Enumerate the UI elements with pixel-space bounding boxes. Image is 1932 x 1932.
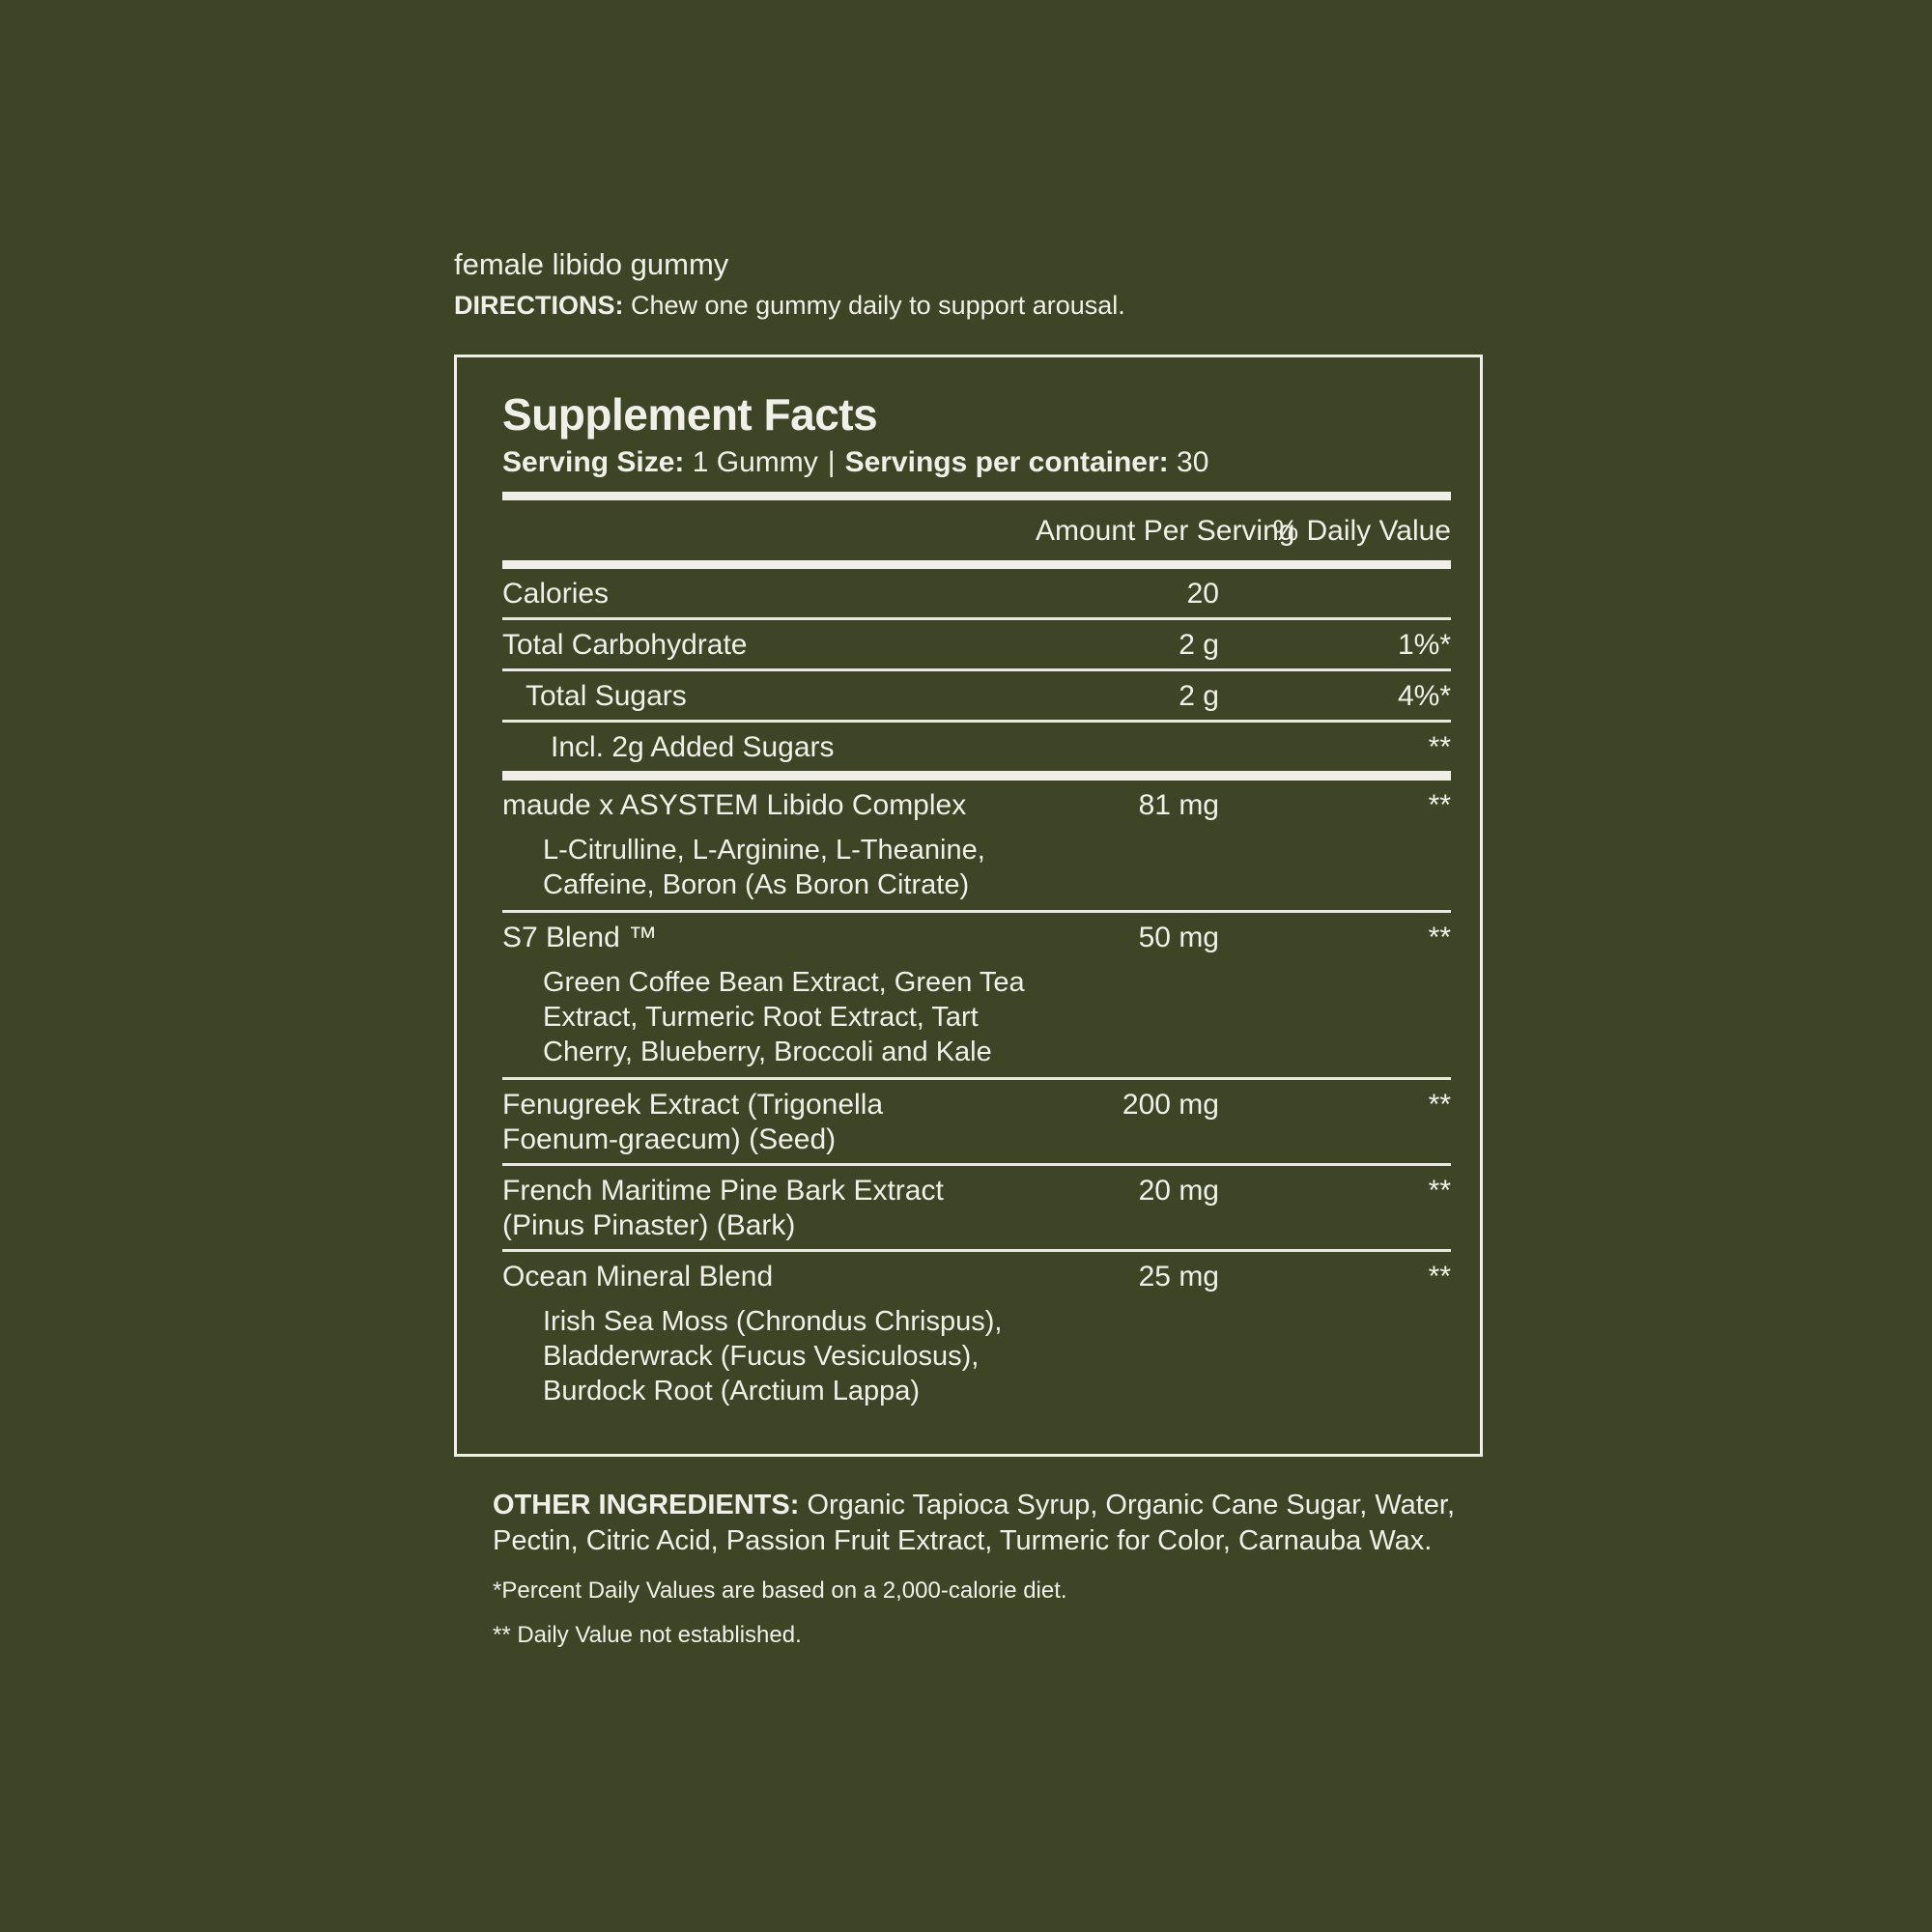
row-daily-value: **	[1428, 731, 1451, 763]
row-name: Incl. 2g Added Sugars	[551, 731, 835, 763]
header-bar-bottom	[502, 560, 1451, 569]
table-row	[502, 671, 1451, 720]
directions-text: Chew one gummy daily to support arousal.	[623, 291, 1125, 320]
row-name: S7 Blend ™	[502, 922, 658, 953]
nutrition-rows	[502, 569, 1451, 1416]
row-daily-value: **	[1428, 1175, 1451, 1207]
other-ingredients-text: Organic Tapioca Syrup, Organic Cane Sugar, Water, Pectin, Citric Acid, Passion Fruit Extract, Turmeric for Color, Carnauba Wax.	[493, 1490, 1456, 1556]
row-daily-value: **	[1428, 922, 1451, 953]
row-daily-value: 1%*	[1397, 629, 1451, 661]
product-title: female libido gummy	[454, 247, 729, 281]
row-daily-value: **	[1428, 1089, 1451, 1121]
supplement-facts-panel	[454, 355, 1483, 1457]
row-amount: 200 mg	[1122, 1089, 1219, 1121]
table-row	[502, 913, 1451, 1077]
table-row	[502, 723, 1451, 771]
row-amount: 20	[1186, 578, 1219, 610]
row-sub-ingredients: Irish Sea Moss (Chrondus Chrispus), Bladderwrack (Fucus Vesiculosus), Burdock Root (Arctium Lappa)	[543, 1306, 1003, 1406]
row-name: maude x ASYSTEM Libido Complex	[502, 789, 967, 821]
panel-title: Supplement Facts	[502, 389, 878, 440]
row-name: Calories	[502, 578, 610, 610]
row-name: Total Sugars	[526, 680, 687, 712]
column-header-row	[502, 514, 1451, 549]
row-sub-ingredients: Green Coffee Bean Extract, Green Tea Extract, Turmeric Root Extract, Tart Cherry, Blueberry, Broccoli and Kale	[543, 967, 1025, 1067]
other-ingredients-label: OTHER INGREDIENTS:	[493, 1490, 800, 1520]
row-amount: 25 mg	[1138, 1261, 1219, 1293]
column-header-daily-value: % Daily Value	[1272, 515, 1451, 547]
directions-line	[454, 290, 1125, 322]
table-row	[502, 781, 1451, 910]
row-daily-value: **	[1428, 789, 1451, 821]
table-row	[502, 1166, 1451, 1249]
table-row	[502, 569, 1451, 617]
servings-per-container-label: Servings per container:	[844, 446, 1169, 478]
row-daily-value: **	[1428, 1261, 1451, 1293]
row-amount: 81 mg	[1138, 789, 1219, 821]
row-name: Total Carbohydrate	[502, 629, 748, 661]
directions-label: DIRECTIONS:	[454, 291, 624, 320]
row-name: French Maritime Pine Bark Extract (Pinus Pinaster) (Bark)	[502, 1175, 944, 1241]
column-header-amount: Amount Per Serving	[1036, 515, 1295, 547]
serving-size-value: 1 Gummy	[684, 446, 818, 478]
row-name: Ocean Mineral Blend	[502, 1261, 774, 1293]
table-row	[502, 1080, 1451, 1163]
row-amount: 2 g	[1179, 680, 1219, 712]
row-daily-value: 4%*	[1397, 680, 1451, 712]
footnote-not-established: ** Daily Value not established.	[493, 1622, 802, 1648]
row-amount: 20 mg	[1138, 1175, 1219, 1207]
footnote-daily-values: *Percent Daily Values are based on a 2,000-calorie diet.	[493, 1577, 1067, 1604]
servings-per-container-value: 30	[1168, 446, 1209, 478]
serving-separator: |	[827, 446, 836, 478]
serving-size-label: Serving Size:	[502, 446, 685, 478]
other-ingredients-paragraph	[493, 1488, 1468, 1559]
header-bar-top	[502, 492, 1451, 500]
row-name: Fenugreek Extract (Trigonella Foenum-graecum) (Seed)	[502, 1089, 884, 1155]
row-sub-ingredients: L-Citrulline, L-Arginine, L-Theanine, Caffeine, Boron (As Boron Citrate)	[543, 835, 985, 900]
serving-info-line	[502, 445, 1451, 480]
table-row	[502, 1252, 1451, 1416]
table-row	[502, 620, 1451, 668]
row-amount: 50 mg	[1138, 922, 1219, 953]
row-amount: 2 g	[1179, 629, 1219, 661]
row-separator	[502, 771, 1451, 781]
